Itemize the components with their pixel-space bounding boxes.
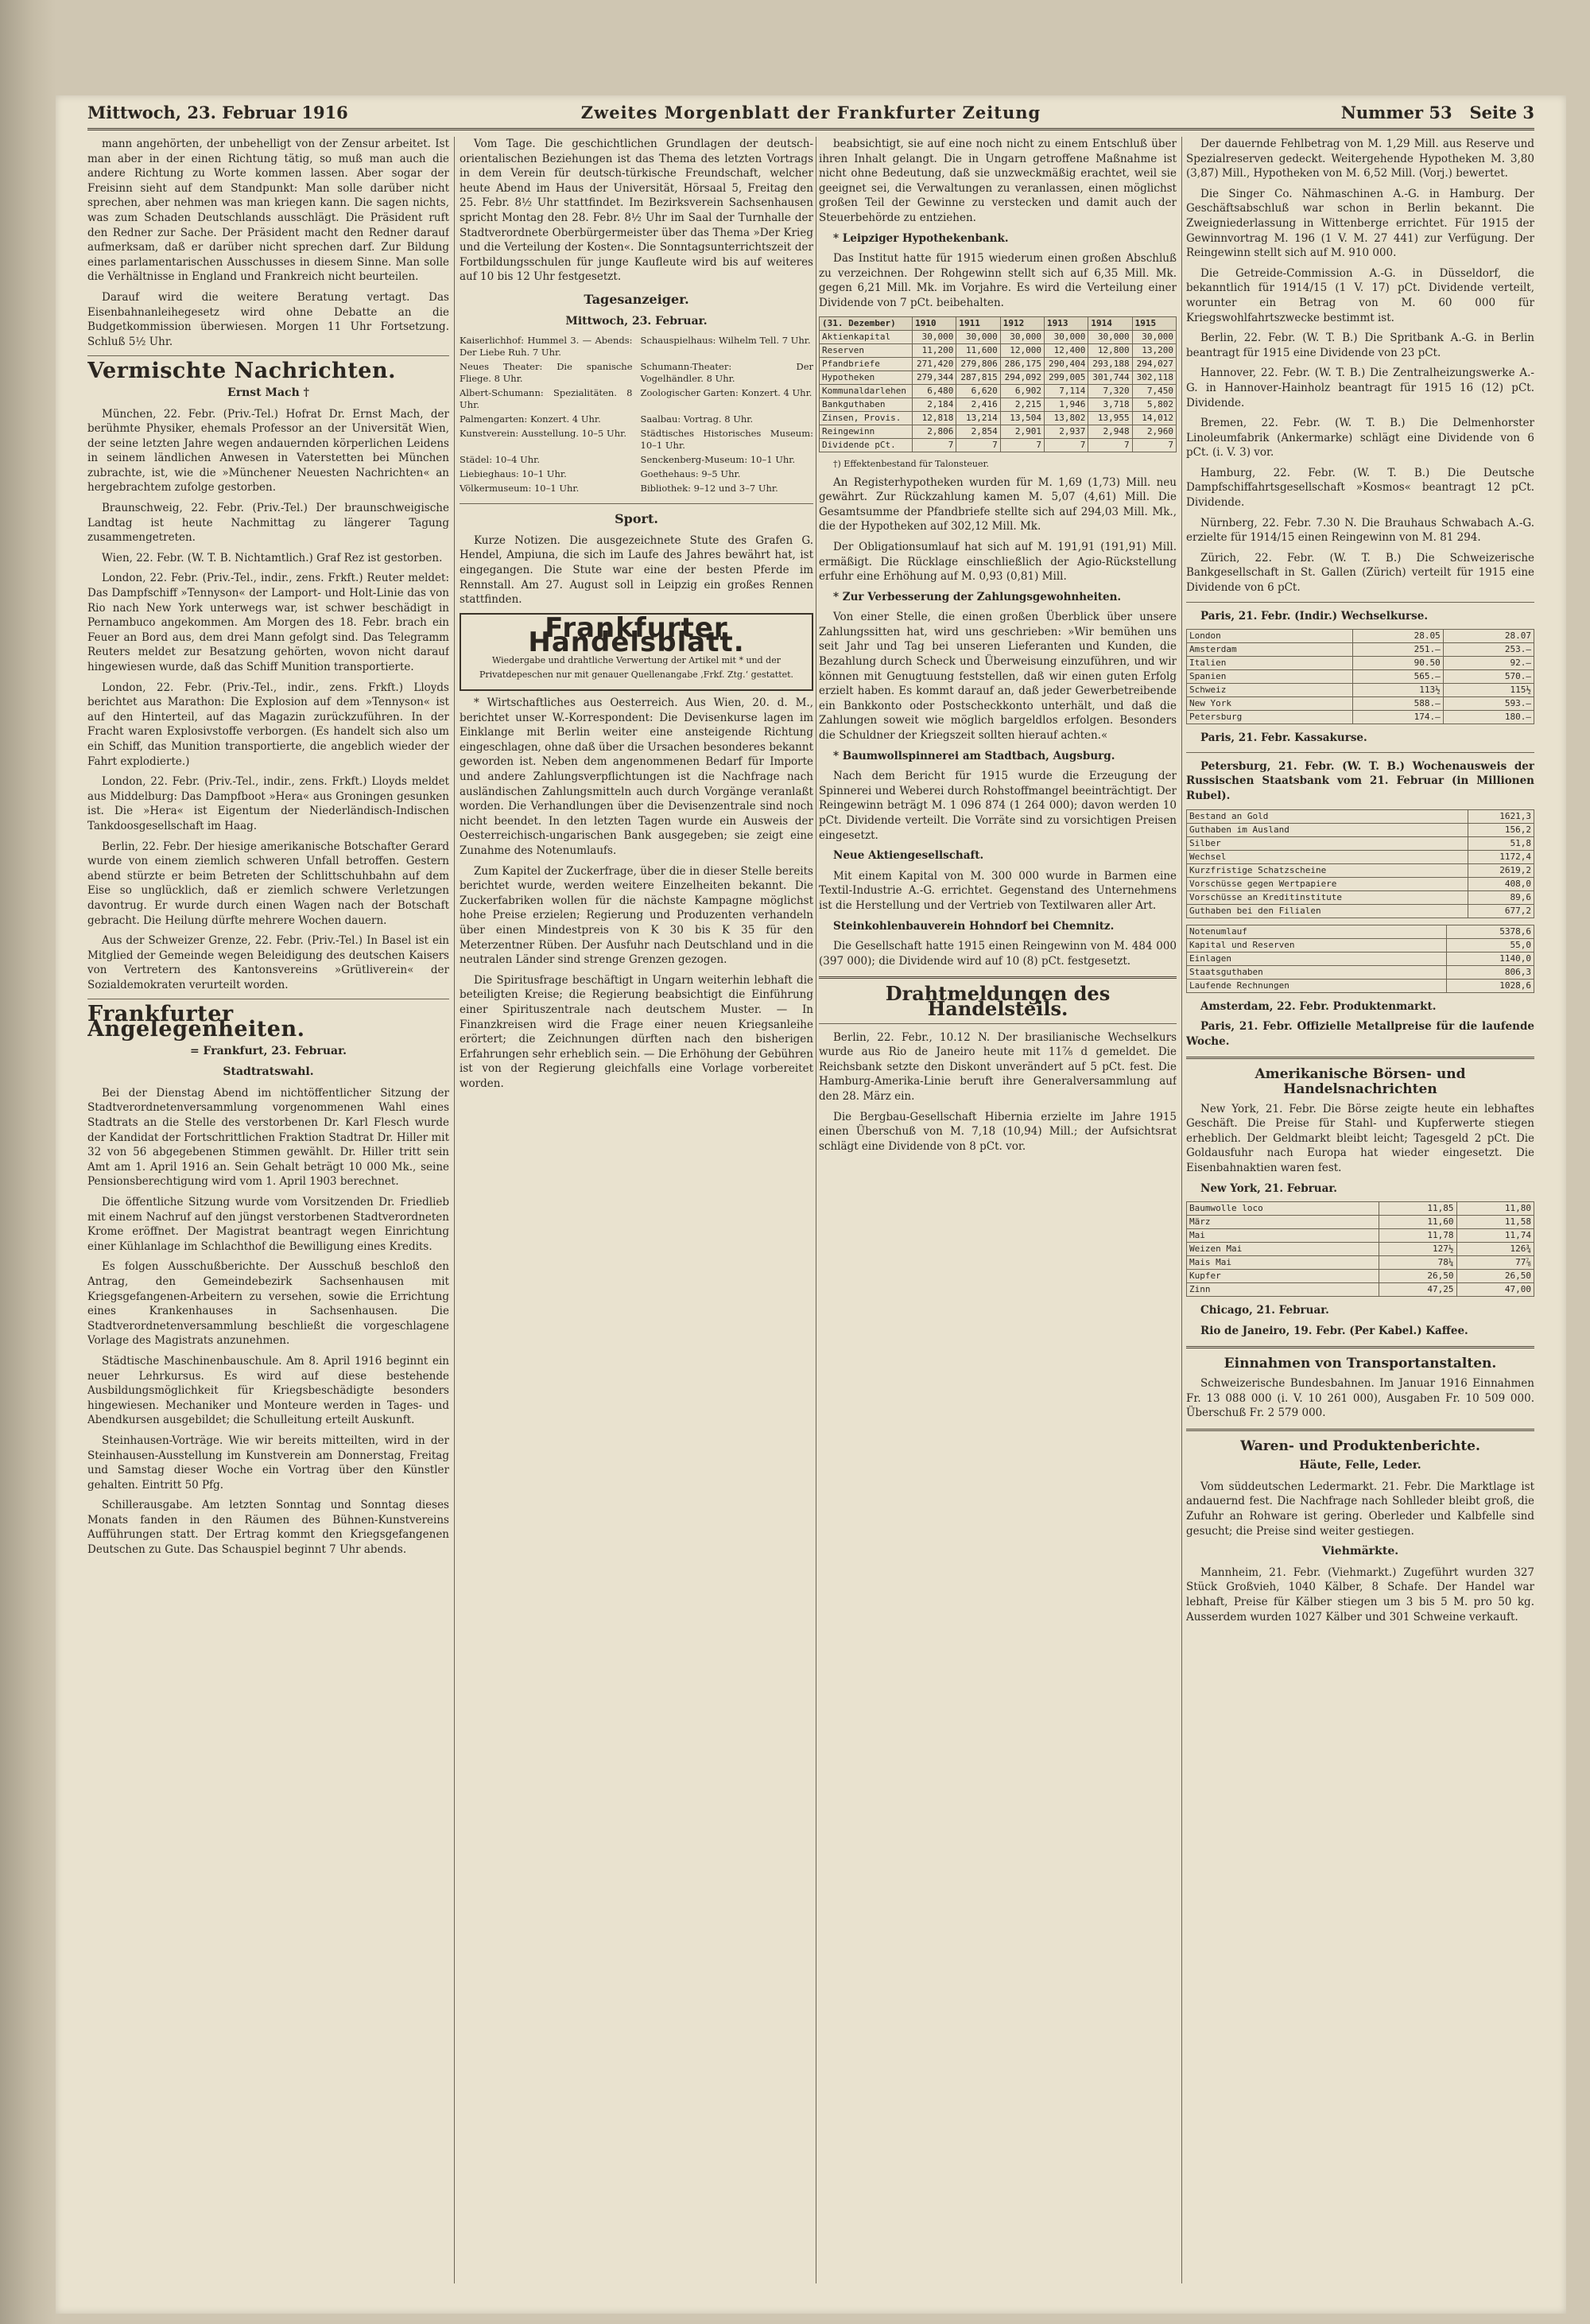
row-label-cell: Pfandbriefe [820, 357, 913, 371]
table-row [1187, 643, 1534, 657]
value-cell: 677,2 [1468, 904, 1534, 918]
handelsblatt-title: Frankfurter Handelsblatt. [528, 611, 745, 659]
edition-title: Zweites Morgenblatt der Frankfurter Zeitung [580, 103, 1041, 122]
article-text: * Wirtschaftliches aus Oesterreich. Aus Wien, 20. d. M., berichtet unser W.-Korrespondent: Die Devisenkurse lagen im Einklange mit Berlin weiter eine ansteigende Richtung eingeschlagen, ohne daß über die Ursachen besonderes bekannt geworden ist. Neben dem angenommenen Bedarf für Importe und andere Zahlungsverpflichtungen ist die Nachfrage nach ausländischen Zahlungsmitteln auch durch Vorgänge veranlaßt worden. Die Verhandlungen über die Devisenzentrale sind noch nicht beendet. In den letzten Tagen wurde ein Ausweis der Oesterreichisch-ungarischen Bank ausgegeben; sie zeigt eine Zunahme des Notenumlaufs. [460, 696, 813, 857]
row-label-cell: Reingewinn [820, 425, 913, 438]
value-cell: 2,854 [956, 425, 1000, 438]
value-cell: 30,000 [1088, 330, 1132, 343]
number-label: Nummer 53 [1340, 103, 1452, 122]
market-heading: New York, 21. Februar. [1200, 1181, 1337, 1195]
value-cell: 11,74 [1456, 1229, 1534, 1243]
value-cell: 6,620 [956, 384, 1000, 398]
article-text: Nach dem Bericht für 1915 wurde die Erzeugung der Spinnerei und Weberei durch Rohstoffmangel beeinträchtigt. Der Reingewinn beträgt M. 1 096 874 (1 264 000); davon werden 10 pCt. Dividende verteilt. Die Vorräte sind zu vorsichtigen Preisen eingesetzt. [819, 770, 1177, 842]
value-cell: 26,50 [1379, 1270, 1456, 1283]
article-text: Zürich, 22. Febr. (W. T. B.) Die Schweizerische Bankgesellschaft in St. Gallen (Zürich) verteilt für 1915 eine Dividende von 6 pCt. [1186, 551, 1534, 595]
value-cell: 13,504 [1000, 411, 1044, 425]
column-3 [819, 137, 1177, 2283]
column-rule [454, 137, 455, 2283]
value-cell: 251.— [1352, 643, 1443, 657]
row-label-cell: Amsterdam [1187, 643, 1353, 657]
value-cell: 14,012 [1132, 411, 1176, 425]
row-label-cell: Kurzfristige Schatzscheine [1187, 863, 1468, 877]
value-cell: 1172,4 [1468, 850, 1534, 863]
value-cell: 30,000 [913, 330, 956, 343]
table-row [1187, 904, 1534, 918]
event-item: Goethehaus: 9–5 Uhr. [640, 468, 741, 480]
article-text: London, 22. Febr. (Priv.-Tel., indir., zens. Frkft.) Lloyds berichtet aus Marathon: Die Explosion auf dem »Tennyson« ist auf den Hinterteil, auf das Magazin zurückzuführen. In der Fracht waren Explosivstoffe verborgen. (Es handelt sich also um ein Schiff, das Munition transportierte, die angeblich wieder der Fahrt explodierte.) [87, 681, 449, 768]
value-cell: 47,25 [1379, 1283, 1456, 1297]
row-label-cell: Baumwolle loco [1187, 1202, 1379, 1216]
value-cell: 174.— [1352, 711, 1443, 724]
value-cell: 3,718 [1088, 398, 1132, 411]
market-heading: Rio de Janeiro, 19. Febr. (Per Kabel.) Kaffee. [1200, 1324, 1468, 1337]
value-cell: 279,806 [956, 357, 1000, 371]
article-text: Die Spiritusfrage beschäftigt in Ungarn weiterhin lebhaft die beteiligten Kreise; die Regierung beabsichtigt die Einführung einer Spirituszentrale nach deutschem Muster. — In Finanzkreisen wird die Frage einer neuen Kriegsanleihe erörtert; die Zeichnungen dürften nach den bisherigen Erfahrungen sehr erheblich sein. — Die Erhöhung der Gebühren ist von der Regierung gleichfalls eine Vorlage vorbereitet worden. [460, 973, 813, 1090]
event-item: Schauspielhaus: Wilhelm Tell. 7 Uhr. [640, 335, 811, 347]
table-header-cell: 1912 [1000, 316, 1044, 330]
market-heading: Paris, 21. Febr. Kassakurse. [1200, 731, 1367, 745]
value-cell: 279,344 [913, 371, 956, 384]
handelsblatt-notice: Wiedergabe und drahtliche Verwertung der Artikel mit * und der Privatdepeschen nur mit genauer Quellenangabe ‚Frkf. Ztg.‘ gestattet. [479, 654, 794, 681]
value-cell: 1621,3 [1468, 809, 1534, 823]
article-text: London, 22. Febr. (Priv.-Tel., indir., zens. Frkft.) Lloyds meldet aus Middelburg: Das Dampfboot »Hera« aus Groningen gesunken ist. Die »Hera« ist Eigentum der Niederländisch-Indischen Tankdoosgesellschaft im Haag. [87, 775, 449, 832]
issue-date: Mittwoch, 23. Februar 1916 [87, 103, 348, 122]
value-cell: 7 [1088, 438, 1132, 452]
newyork-market-table [1186, 1201, 1534, 1297]
value-cell: 28.05 [1352, 630, 1443, 643]
value-cell: 2,184 [913, 398, 956, 411]
row-label-cell: März [1187, 1216, 1379, 1229]
event-item: Albert-Schumann: Spezialitäten. 8 Uhr. [460, 387, 633, 411]
masthead [87, 99, 1534, 130]
value-cell: 286,175 [1000, 357, 1044, 371]
divider [460, 503, 813, 504]
value-cell: 77⅞ [1456, 1256, 1534, 1270]
article-subheading: Stadtratswahl. [223, 1065, 314, 1079]
value-cell: 7 [1045, 438, 1088, 452]
table-header-cell: (31. Dezember) [820, 316, 913, 330]
article-text: Kurze Notizen. Die ausgezeichnete Stute des Grafen G. Hendel, Ampiuna, die sich im Laufe des Jahres bewährt hat, ist eingegangen. Die Stute war eine der besten Pferde im Rennstall. Am 27. August soll in Leipzig ein großes Rennen stattfinden. [460, 533, 813, 607]
article-text: Die Getreide-Commission A.-G. in Düsseldorf, die bekanntlich für 1914/15 (1 V. 17) pCt. Dividende verteilt, worunter ein Betrag von M. 60 000 für Kriegswohlfahrtszwecke bestimmt ist. [1186, 266, 1534, 324]
value-cell: 565.— [1352, 670, 1443, 684]
table-row [1187, 890, 1534, 904]
divider [1186, 752, 1534, 753]
event-item: Liebieghaus: 10–1 Uhr. [460, 468, 567, 480]
table-header-cell: 1910 [913, 316, 956, 330]
value-cell: 78¼ [1379, 1256, 1456, 1270]
row-label-cell: Staatsguthaben [1187, 965, 1447, 979]
table-row [1187, 1202, 1534, 1216]
divider [1186, 1057, 1534, 1059]
value-cell: 588.— [1352, 697, 1443, 711]
event-item: Völkermuseum: 10–1 Uhr. [460, 483, 580, 495]
value-cell: 180.— [1443, 711, 1534, 724]
article-heading: * Leipziger Hypothekenbank. [833, 231, 1009, 245]
article-text: New York, 21. Febr. Die Börse zeigte heute ein lebhaftes Geschäft. Die Preise für Stahl- und Kupferwerte stiegen erheblich. Der Geldmarkt bleibt leicht; Tagesgeld 2 pCt. Die Goldausfuhr nach Europa hat wieder eingesetzt. Die Eisenbahnaktien waren fest. [1186, 1102, 1534, 1174]
table-header-cell: 1911 [956, 316, 1000, 330]
article-heading: Neue Aktiengesellschaft. [833, 849, 984, 863]
section-heading-amerika: Amerikanische Börsen- und Handelsnachrichten [1255, 1066, 1466, 1097]
table-header-row [820, 316, 1177, 330]
row-label-cell: Kommunaldarlehen [820, 384, 913, 398]
bank-balance-table [819, 316, 1177, 452]
table-row [1187, 1283, 1534, 1297]
table-row [1187, 836, 1534, 850]
row-label-cell: Dividende pCt. [820, 438, 913, 452]
value-cell: 1140,0 [1447, 952, 1534, 965]
value-cell: 89,6 [1468, 890, 1534, 904]
article-text: Hamburg, 22. Febr. (W. T. B.) Die Deutsche Dampfschiffahrtsgesellschaft »Kosmos« beantragt 12 pCt. Dividende. [1186, 466, 1534, 510]
value-cell: 30,000 [1000, 330, 1044, 343]
value-cell: 47,00 [1456, 1283, 1534, 1297]
table-row [1187, 711, 1534, 724]
value-cell: 5378,6 [1447, 925, 1534, 938]
value-cell: 301,744 [1088, 371, 1132, 384]
section-heading-sport: Sport. [615, 511, 658, 527]
event-item: Saalbau: Vortrag. 8 Uhr. [640, 413, 754, 425]
article-text: Vom Tage. Die geschichtlichen Grundlagen der deutsch-orientalischen Beziehungen ist das Thema des letzten Vortrags in dem Verein für deutsch-türkische Freundschaft, welcher heute Abend im Haus der Universität, Hörsaal 5, Freitag den 25. Febr. 8½ Uhr stattfindet. Im Bezirksverein Sachsenhausen spricht Montag den 28. Febr. 8½ Uhr im Saal der Turnhalle der Stadtverordnete Oberbürgermeister über das Thema »Der Krieg und die Verteilung der Kosten«. Die Sonntagsunterrichtszeit der Fortbildungsschulen für junge Kaufleute wird bis auf weiteres auf 10 bis 12 Uhr festgesetzt. [460, 138, 813, 284]
article-text: Städtische Maschinenbauschule. Am 8. April 1916 beginnt ein neuer Lehrkursus. Es wird auf diese bestehende Ausbildungsmöglichkeit für Kriegsbeschädigte besonders hingewiesen. Mechaniker und Monteure werden in Tages- und Abendkursen ausgebildet; die Schulleitung erteilt Auskunft. [87, 1354, 449, 1427]
table-row [1187, 1229, 1534, 1243]
article-text: Steinhausen-Vorträge. Wie wir bereits mitteilten, wird in der Steinhausen-Ausstellung im Kunstverein am Donnerstag, Freitag und Samstag dieser Woche ein Vortrag über den Künstler gehalten. Eintritt 50 Pfg. [87, 1434, 449, 1492]
value-cell: 113½ [1352, 684, 1443, 697]
handelsblatt-banner [460, 613, 813, 691]
value-cell: 11,80 [1456, 1202, 1534, 1216]
value-cell: 13,200 [1132, 343, 1176, 357]
article-text: Aus der Schweizer Grenze, 22. Febr. (Priv.-Tel.) In Basel ist ein Mitglied der Gemeinde wegen Beleidigung des deutschen Kaisers von Vertretern des Kantonsvereins »Grütliverein« der Sozialdemokraten verurteilt worden. [87, 934, 449, 991]
article-text: München, 22. Febr. (Priv.-Tel.) Hofrat Dr. Ernst Mach, der berühmte Physiker, ehemals Professor an der Universität Wien, der seine letzten Jahre wegen andauernden körperlichen Leidens in seinem ländlichen Anwesen in Vaterstetten bei München zubrachte, ist, wie die »Münchener Neuesten Nachrichten« an hergebrachtem zufolge gestorben. [87, 407, 449, 495]
value-cell: 2,806 [913, 425, 956, 438]
value-cell: 7 [913, 438, 956, 452]
event-item: Städel: 10–4 Uhr. [460, 454, 541, 466]
value-cell: 55,0 [1447, 938, 1534, 952]
book-binding-edge [0, 0, 56, 2324]
row-label-cell: New York [1187, 697, 1353, 711]
table-row [1187, 809, 1534, 823]
table-row [1187, 630, 1534, 643]
value-cell: 51,8 [1468, 836, 1534, 850]
value-cell: 2,215 [1000, 398, 1044, 411]
event-item: Zoologischer Garten: Konzert. 4 Uhr. [640, 387, 812, 399]
value-cell: 12,000 [1000, 343, 1044, 357]
event-item: Kunstverein: Ausstellung. 10–5 Uhr. [460, 428, 627, 440]
page-label: Seite 3 [1469, 103, 1534, 122]
article-text: Schillerausgabe. Am letzten Sonntag und Sonntag dieses Monats fanden in den Räumen des Bühnen-Kunstvereins Aufführungen statt. Der Ertrag kommt den Kriegsgefangenen Deutschen zu Gute. Das Schauspiel beginnt 7 Uhr abends. [87, 1499, 449, 1557]
table-row [1187, 965, 1534, 979]
row-label-cell: Bankguthaben [820, 398, 913, 411]
column-rule [1181, 137, 1182, 2283]
table-row [1187, 979, 1534, 992]
divider [1186, 602, 1534, 603]
table-row [1187, 1243, 1534, 1256]
article-text: Die Bergbau-Gesellschaft Hibernia erzielte im Jahre 1915 einen Überschuß von M. 7,18 (10,94) Mill.; der Aufsichtsrat schlägt eine Dividende von 8 pCt. vor. [819, 1110, 1177, 1153]
table-row [820, 425, 1177, 438]
value-cell: 302,118 [1132, 371, 1176, 384]
divider [819, 1023, 1177, 1024]
value-cell: 28.07 [1443, 630, 1534, 643]
article-text: Darauf wird die weitere Beratung vertagt. Das Eisenbahnanleihegesetz wird ohne Debatte an die Budgetkommission überwiesen. Morgen 11 Uhr Fortsetzung. Schluß 5½ Uhr. [87, 290, 449, 348]
row-label-cell: Bestand an Gold [1187, 809, 1468, 823]
dateline: Mittwoch, 23. Februar. [565, 314, 708, 328]
article-text: Bei der Dienstag Abend im nichtöffentlicher Sitzung der Stadtverordnetenversammlung vorgenommenen Wahl eines Stadtrats an die Stelle des verstorbenen Dr. Karl Flesch wurde der Kandidat der Fortschrittlichen Fraktion Stadtrat Dr. Hiller mit 32 von 56 abgegebenen Stimmen gewählt. Dr. Hiller tritt sein Amt am 1. April 1916 an. Sein Gehalt beträgt 10 000 Mk., seine Pensionsberechtigung wird vom 1. April 1903 berechnet. [87, 1086, 449, 1189]
market-heading: Amsterdam, 22. Febr. Produktenmarkt. [1200, 999, 1437, 1013]
table-body [1187, 1202, 1534, 1297]
table-body [1187, 630, 1534, 724]
row-label-cell: Kupfer [1187, 1270, 1379, 1283]
table-row [1187, 863, 1534, 877]
article-text: Wien, 22. Febr. (W. T. B. Nichtamtlich.) Graf Rez ist gestorben. [102, 551, 443, 565]
value-cell: 156,2 [1468, 823, 1534, 836]
article-text: Der Obligationsumlauf hat sich auf M. 191,91 (191,91) Mill. ermäßigt. Die Rücklage einschließlich der Agio-Rückstellung erfuhr eine Erhöhung auf M. 0,93 (0,81) Mill. [819, 540, 1177, 584]
article-text: Bremen, 22. Febr. (W. T. B.) Die Delmenhorster Linoleumfabrik (Ankermarke) schlägt eine Dividende von 6 pCt. (i. V. 3) vor. [1186, 417, 1534, 460]
value-cell: 115½ [1443, 684, 1534, 697]
column-1 [87, 137, 449, 2283]
article-text: Nürnberg, 22. Febr. 7.30 N. Die Brauhaus Schwabach A.-G. erzielte für 1914/15 einen Reingewinn von M. 81 294. [1186, 516, 1534, 545]
event-item: Kaiserlichhof: Hummel 3. — Abends: Der Liebe Ruh. 7 Uhr. [460, 335, 633, 359]
table-row [1187, 670, 1534, 684]
value-cell: 1028,6 [1447, 979, 1534, 992]
value-cell: 12,400 [1045, 343, 1088, 357]
value-cell: 126¾ [1456, 1243, 1534, 1256]
row-label-cell: Reserven [820, 343, 913, 357]
article-text: Braunschweig, 22. Febr. (Priv.-Tel.) Der braunschweigische Landtag ist heute Nachmittag zu längerer Tagung zusammengetreten. [87, 502, 449, 545]
section-heading-waren: Waren- und Produktenberichte. [1240, 1437, 1480, 1454]
value-cell: 11,58 [1456, 1216, 1534, 1229]
article-text: Der dauernde Fehlbetrag von M. 1,29 Mill. aus Reserve und Spezialreserven gedeckt. Weitergehende Hypotheken M. 3,80 (3,87) Mill., Hypotheken von M. 6,52 Mill. (Vorj.) bewertet. [1186, 138, 1534, 180]
table-row [1187, 1256, 1534, 1270]
table-footnote: †) Effektenbestand für Talonsteuer. [833, 458, 990, 469]
divider [819, 976, 1177, 979]
article-text: Berlin, 22. Febr., 10.12 N. Der brasilianische Wechselkurs wurde aus Rio de Janeiro heute mit 11⅞ d gemeldet. Die Reichsbank setzte den Diskont unverändert auf 5 pCt. fest. Die Hamburg-Amerika-Linie beruft ihre Generalversammlung auf den 28. März ein. [819, 1030, 1177, 1103]
row-label-cell: Mai [1187, 1229, 1379, 1243]
table-row [820, 438, 1177, 452]
value-cell: 2,960 [1132, 425, 1176, 438]
value-cell: 294,092 [1000, 371, 1044, 384]
article-text: mann angehörten, der unbehelligt von der Zensur arbeitet. Ist man aber in der einen Richtung tätig, so muß man auch die andere Richtung zu Worte kommen lassen. Aber sogar der Freisinn sieht auf dem Standpunkt: Man solle darüber nicht sprechen, aber nehmen was man kriegen kann. Die sagen nichts, was zum Schaden Deutschlands ausschlägt. Die Präsident ruft den Redner zur Sache. Der Präsident macht den Redner darauf aufmerksam, daß er darüber nicht sprechen darf. Zur Bildung eines parlamentarischen Ausschusses in diesem Sinne. Man solle die Verhältnisse in England und Frankreich nicht beurteilen. [87, 138, 449, 284]
market-heading: Chicago, 21. Februar. [1200, 1304, 1329, 1317]
article-text: Vom süddeutschen Ledermarkt. 21. Febr. Die Marktlage ist andauernd fest. Die Nachfrage nach Sohlleder bleibt groß, die Zufuhr an Rohware ist gering. Oberleder und Kalbfelle sind gesucht; die Preise sind weiter gestiegen. [1186, 1480, 1534, 1538]
value-cell: 294,027 [1132, 357, 1176, 371]
value-cell: 26,50 [1456, 1270, 1534, 1283]
table-body [820, 330, 1177, 452]
section-heading-transport: Einnahmen von Transportanstalten. [1224, 1356, 1497, 1372]
value-cell: 2,416 [956, 398, 1000, 411]
market-heading: Petersburg, 21. Febr. (W. T. B.) Wochenausweis der Russischen Staatsbank vom 21. Februar (in Millionen Rubel). [1186, 759, 1534, 802]
value-cell: 11,60 [1379, 1216, 1456, 1229]
row-label-cell: Kapital und Reserven [1187, 938, 1447, 952]
row-label-cell: Schweiz [1187, 684, 1353, 697]
value-cell: 12,800 [1088, 343, 1132, 357]
section-heading-frankfurt: Frankfurter Angelegenheiten. [87, 1002, 305, 1042]
table-row [820, 411, 1177, 425]
row-label-cell: Notenumlauf [1187, 925, 1447, 938]
value-cell: 7 [1132, 438, 1176, 452]
table-header-cell: 1913 [1045, 316, 1088, 330]
value-cell: 7,320 [1088, 384, 1132, 398]
table-row [1187, 850, 1534, 863]
row-label-cell: London [1187, 630, 1353, 643]
value-cell: 408,0 [1468, 877, 1534, 890]
value-cell: 30,000 [1045, 330, 1088, 343]
row-label-cell: Laufende Rechnungen [1187, 979, 1447, 992]
value-cell: 90.50 [1352, 657, 1443, 670]
event-item: Palmengarten: Konzert. 4 Uhr. [460, 413, 601, 425]
event-item: Städtisches Historisches Museum: 10–1 Uhr. [640, 428, 813, 452]
value-cell: 293,188 [1088, 357, 1132, 371]
value-cell: 2619,2 [1468, 863, 1534, 877]
row-label-cell: Mais Mai [1187, 1256, 1379, 1270]
article-text: Hannover, 22. Febr. (W. T. B.) Die Zentralheizungswerke A.-G. in Hannover-Hainholz beantragt für 1915 16 (12) pCt. Dividende. [1186, 367, 1534, 409]
article-text: Zum Kapitel der Zuckerfrage, über die in dieser Stelle bereits berichtet wurde, werden weitere Einzelheiten bekannt. Die Zuckerfabriken wollen für die nächste Kampagne möglichst hohe Preise erzielen; Regierung und Produzenten verhandeln über einen Mindestpreis von K 30 bis K 35 für den Meterzentner Rüben. Der Ausfuhr nach Deutschland und in die neutralen Länder sind strenge Grenzen gezogen. [460, 864, 813, 967]
row-label-cell: Hypotheken [820, 371, 913, 384]
issue-number [1341, 103, 1534, 122]
table-row [820, 330, 1177, 343]
value-cell: 30,000 [956, 330, 1000, 343]
table-header-cell: 1914 [1088, 316, 1132, 330]
event-item: Neues Theater: Die spanische Fliege. 8 Uhr. [460, 361, 633, 385]
event-item: Schumann-Theater: Der Vogelhändler. 8 Uhr. [640, 361, 813, 385]
table-row [1187, 1270, 1534, 1283]
row-label-cell: Aktienkapital [820, 330, 913, 343]
table-row [1187, 877, 1534, 890]
dateline: = Frankfurt, 23. Februar. [189, 1044, 347, 1057]
value-cell: 7,450 [1132, 384, 1176, 398]
article-text: Mit einem Kapital von M. 300 000 wurde in Barmen eine Textil-Industrie A.-G. errichtet. Gegenstand des Unternehmens ist die Herstellung und der Vertrieb von Textilwaren aller Art. [819, 869, 1177, 912]
row-label-cell: Zinsen, Provis. [820, 411, 913, 425]
value-cell: 7,114 [1045, 384, 1088, 398]
value-cell: 570.— [1443, 670, 1534, 684]
article-subheading: Viehmärkte. [1321, 1545, 1399, 1558]
article-text: London, 22. Febr. (Priv.-Tel., indir., zens. Frkft.) Reuter meldet: Das Dampfschiff »Tennyson« der Lamport- und Holt-Linie das von Rio nach New York unterwegs war, ist schwer beschädigt in Pernambuco angekommen. Am Morgen des 18. Febr. brach ein Feuer an Bord aus, dem drei Mann gefolgt sind. Das Telegramm Reuters meldet zur Besatzung gehörten, wovon nicht darauf hingewiesen wurde, daß das Schiff Munition transportierte. [87, 572, 449, 673]
row-label-cell: Vorschüsse gegen Wertpapiere [1187, 877, 1468, 890]
russian-bank-passiva-table [1186, 925, 1534, 993]
row-label-cell: Spanien [1187, 670, 1353, 684]
article-text: Die Gesellschaft hatte 1915 einen Reingewinn von M. 484 000 (397 000); die Dividende wird auf 10 (8) pCt. festgesetzt. [819, 940, 1177, 968]
value-cell: 2,948 [1088, 425, 1132, 438]
value-cell: 253.— [1443, 643, 1534, 657]
table-row [1187, 925, 1534, 938]
event-listing [460, 335, 813, 497]
value-cell: 806,3 [1447, 965, 1534, 979]
row-label-cell: Vorschüsse an Kreditinstitute [1187, 890, 1468, 904]
table-row [820, 371, 1177, 384]
row-label-cell: Weizen Mai [1187, 1243, 1379, 1256]
table-row [1187, 938, 1534, 952]
article-text: Das Institut hatte für 1915 wiederum einen großen Abschluß zu verzeichnen. Der Rohgewinn stellt sich auf 6,35 Mill. Mk. gegen 6,21 Mill. Mk. im Vorjahre. Es wird die Verteilung einer Dividende von 7 pCt. beibehalten. [819, 252, 1177, 309]
article-subheading: Tagesanzeiger. [584, 291, 689, 307]
value-cell: 290,404 [1045, 357, 1088, 371]
table-row [1187, 697, 1534, 711]
divider [87, 355, 449, 356]
row-label-cell: Italien [1187, 657, 1353, 670]
value-cell: 127½ [1379, 1243, 1456, 1256]
table-row [1187, 1216, 1534, 1229]
column-4 [1186, 137, 1534, 2283]
table-body [1187, 925, 1534, 992]
value-cell: 7 [1000, 438, 1044, 452]
market-heading: Paris, 21. Febr. Offizielle Metallpreise für die laufende Woche. [1186, 1020, 1534, 1048]
table-row [820, 357, 1177, 371]
article-heading: * Baumwollspinnerei am Stadtbach, Augsburg. [833, 749, 1115, 762]
column-2 [460, 137, 813, 2283]
value-cell: 6,902 [1000, 384, 1044, 398]
value-cell: 11,600 [956, 343, 1000, 357]
divider [1186, 1429, 1534, 1431]
article-text: beabsichtigt, sie auf eine noch nicht zu einem Entschluß über ihren Inhalt gelangt. Die in Ungarn getroffene Maßnahme ist nicht ohne Bedeutung, daß sie unzweckmäßig erachtet, weil sie geeignet sei, die Verwaltungen zu veranlassen, einen möglichst großen Teil der Gewinne zu verstecken und damit auch der Steuerbehörde zu entziehen. [819, 138, 1177, 224]
section-heading-drahtmeldungen: Drahtmeldungen des Handelsteils. [885, 982, 1111, 1020]
article-text: Die öffentliche Sitzung wurde vom Vorsitzenden Dr. Friedlieb mit einem Nachruf auf den jüngst verstorbenen Stadtverordneten Krome eröffnet. Der Magistrat beantragt wegen Einrichtung einer Kühlanlage im Schlachthof die Bewilligung eines Kredits. [87, 1196, 449, 1253]
value-cell: 11,78 [1379, 1229, 1456, 1243]
row-label-cell: Petersburg [1187, 711, 1353, 724]
value-cell: 11,200 [913, 343, 956, 357]
value-cell: 5,802 [1132, 398, 1176, 411]
article-text: An Registerhypotheken wurden für M. 1,69 (1,73) Mill. neu gewährt. Zur Rückzahlung kamen M. 5,07 (4,61) Mill. Die Gesamtsumme der Pfandbriefe stellte sich auf 294,03 Mill. Mk., die der Hypotheken auf 302,12 Mill. Mk. [819, 475, 1177, 533]
event-item: Senckenberg-Museum: 10–1 Uhr. [640, 454, 796, 466]
row-label-cell: Guthaben im Ausland [1187, 823, 1468, 836]
article-subheading: Häute, Felle, Leder. [1299, 1459, 1421, 1472]
article-heading: * Zur Verbesserung der Zahlungsgewohnheiten. [833, 590, 1122, 603]
row-label-cell: Guthaben bei den Filialen [1187, 904, 1468, 918]
value-cell: 287,815 [956, 371, 1000, 384]
value-cell: 1,946 [1045, 398, 1088, 411]
value-cell: 271,420 [913, 357, 956, 371]
table-row [1187, 952, 1534, 965]
row-label-cell: Silber [1187, 836, 1468, 850]
market-heading: Paris, 21. Febr. (Indir.) Wechselkurse. [1200, 609, 1429, 623]
value-cell: 13,802 [1045, 411, 1088, 425]
table-row [820, 343, 1177, 357]
value-cell: 2,901 [1000, 425, 1044, 438]
table-row [820, 384, 1177, 398]
paris-exchange-table [1186, 629, 1534, 724]
value-cell: 6,480 [913, 384, 956, 398]
article-text: Die Singer Co. Nähmaschinen A.-G. in Hamburg. Der Geschäftsabschluß war schon in Berlin bekannt. Die Zweigniederlassung in Wittenberge errichtet. Für 1915 der Gewinnvortrag M. 196 (1 V. M. 27 441) zur Verfügung. Der Reingewinn stellt sich auf M. 910 000. [1186, 187, 1534, 260]
value-cell: 299,005 [1045, 371, 1088, 384]
article-text: Schweizerische Bundesbahnen. Im Januar 1916 Einnahmen Fr. 13 088 000 (i. V. 10 261 000), Ausgaben Fr. 10 509 000. Überschuß Fr. 2 579 000. [1186, 1376, 1534, 1420]
value-cell: 92.— [1443, 657, 1534, 670]
article-text: Mannheim, 21. Febr. (Viehmarkt.) Zugeführt wurden 327 Stück Großvieh, 1040 Kälber, 8 Schafe. Der Handel war lebhaft, Preise für Kälber stiegen um 3 bis 5 M. pro 50 kg. Ausserdem wurden 1027 Kälber und 301 Schweine verkauft. [1186, 1565, 1534, 1624]
russian-bank-aktiva-table [1186, 809, 1534, 918]
row-label-cell: Einlagen [1187, 952, 1447, 965]
article-subheading: Ernst Mach † [227, 386, 309, 399]
row-label-cell: Zinn [1187, 1283, 1379, 1297]
section-heading-vermischte: Vermischte Nachrichten. [87, 359, 396, 384]
table-row [1187, 684, 1534, 697]
value-cell: 593.— [1443, 697, 1534, 711]
event-item: Bibliothek: 9–12 und 3–7 Uhr. [640, 483, 778, 495]
value-cell: 7 [956, 438, 1000, 452]
article-text: Berlin, 22. Febr. (W. T. B.) Die Spritbank A.-G. in Berlin beantragt für 1915 eine Dividende von 23 pCt. [1186, 332, 1534, 359]
table-header-cell: 1915 [1132, 316, 1176, 330]
table-body [1187, 809, 1534, 918]
value-cell: 2,937 [1045, 425, 1088, 438]
table-row [820, 398, 1177, 411]
article-heading: Steinkohlenbauverein Hohndorf bei Chemnitz. [833, 919, 1115, 933]
divider [1186, 1346, 1534, 1348]
article-text: Es folgen Ausschußberichte. Der Ausschuß beschloß den Antrag, den Gemeindebezirk Sachsenhausen mit Kriegsgefangenen-Arbeitern zu versehen, sowie die Errichtung eines Krankenhauses in Sachsenhausen. Die Stadtverordnetenversammlung beschließt die vorgeschlagene Vorlage des Magistrats anzunehmen. [87, 1260, 449, 1348]
value-cell: 12,818 [913, 411, 956, 425]
value-cell: 30,000 [1132, 330, 1176, 343]
table-row [1187, 823, 1534, 836]
value-cell: 11,85 [1379, 1202, 1456, 1216]
table-row [1187, 657, 1534, 670]
article-text: Von einer Stelle, die einen großen Überblick über unsere Zahlungssitten hat, wird uns geschrieben: »Wir bemühen uns seit Jahr und Tag bei unseren Lieferanten und Kunden, die Bezahlung durch Scheck und Überweisung einzuführen, und wir können mit Genugtuung feststellen, daß wir einen guten Erfolg erzielt haben. Es kommt darauf an, daß jeder Gewerbetreibende ein Bankkonto oder Postscheckkonto unterhält, und daß die Zahlungen soweit wie möglich bargeldlos erfolgen. Besonders die Schuldner der Kriegszeit sollten hierauf achten.« [819, 611, 1177, 743]
value-cell: 13,955 [1088, 411, 1132, 425]
row-label-cell: Wechsel [1187, 850, 1468, 863]
article-text: Berlin, 22. Febr. Der hiesige amerikanische Botschafter Gerard wurde von einem ziemlich schweren Unfall betroffen. Gestern abend stürzte er beim Betreten der Schlittschuhbahn auf dem Eise so unglücklich, daß er ziemlich schwere Verletzungen davontrug. Er wurde durch einen Wagen nach der Botschaft gebracht. Die Heilung dürfte mehrere Wochen dauern. [87, 840, 449, 927]
value-cell: 13,214 [956, 411, 1000, 425]
